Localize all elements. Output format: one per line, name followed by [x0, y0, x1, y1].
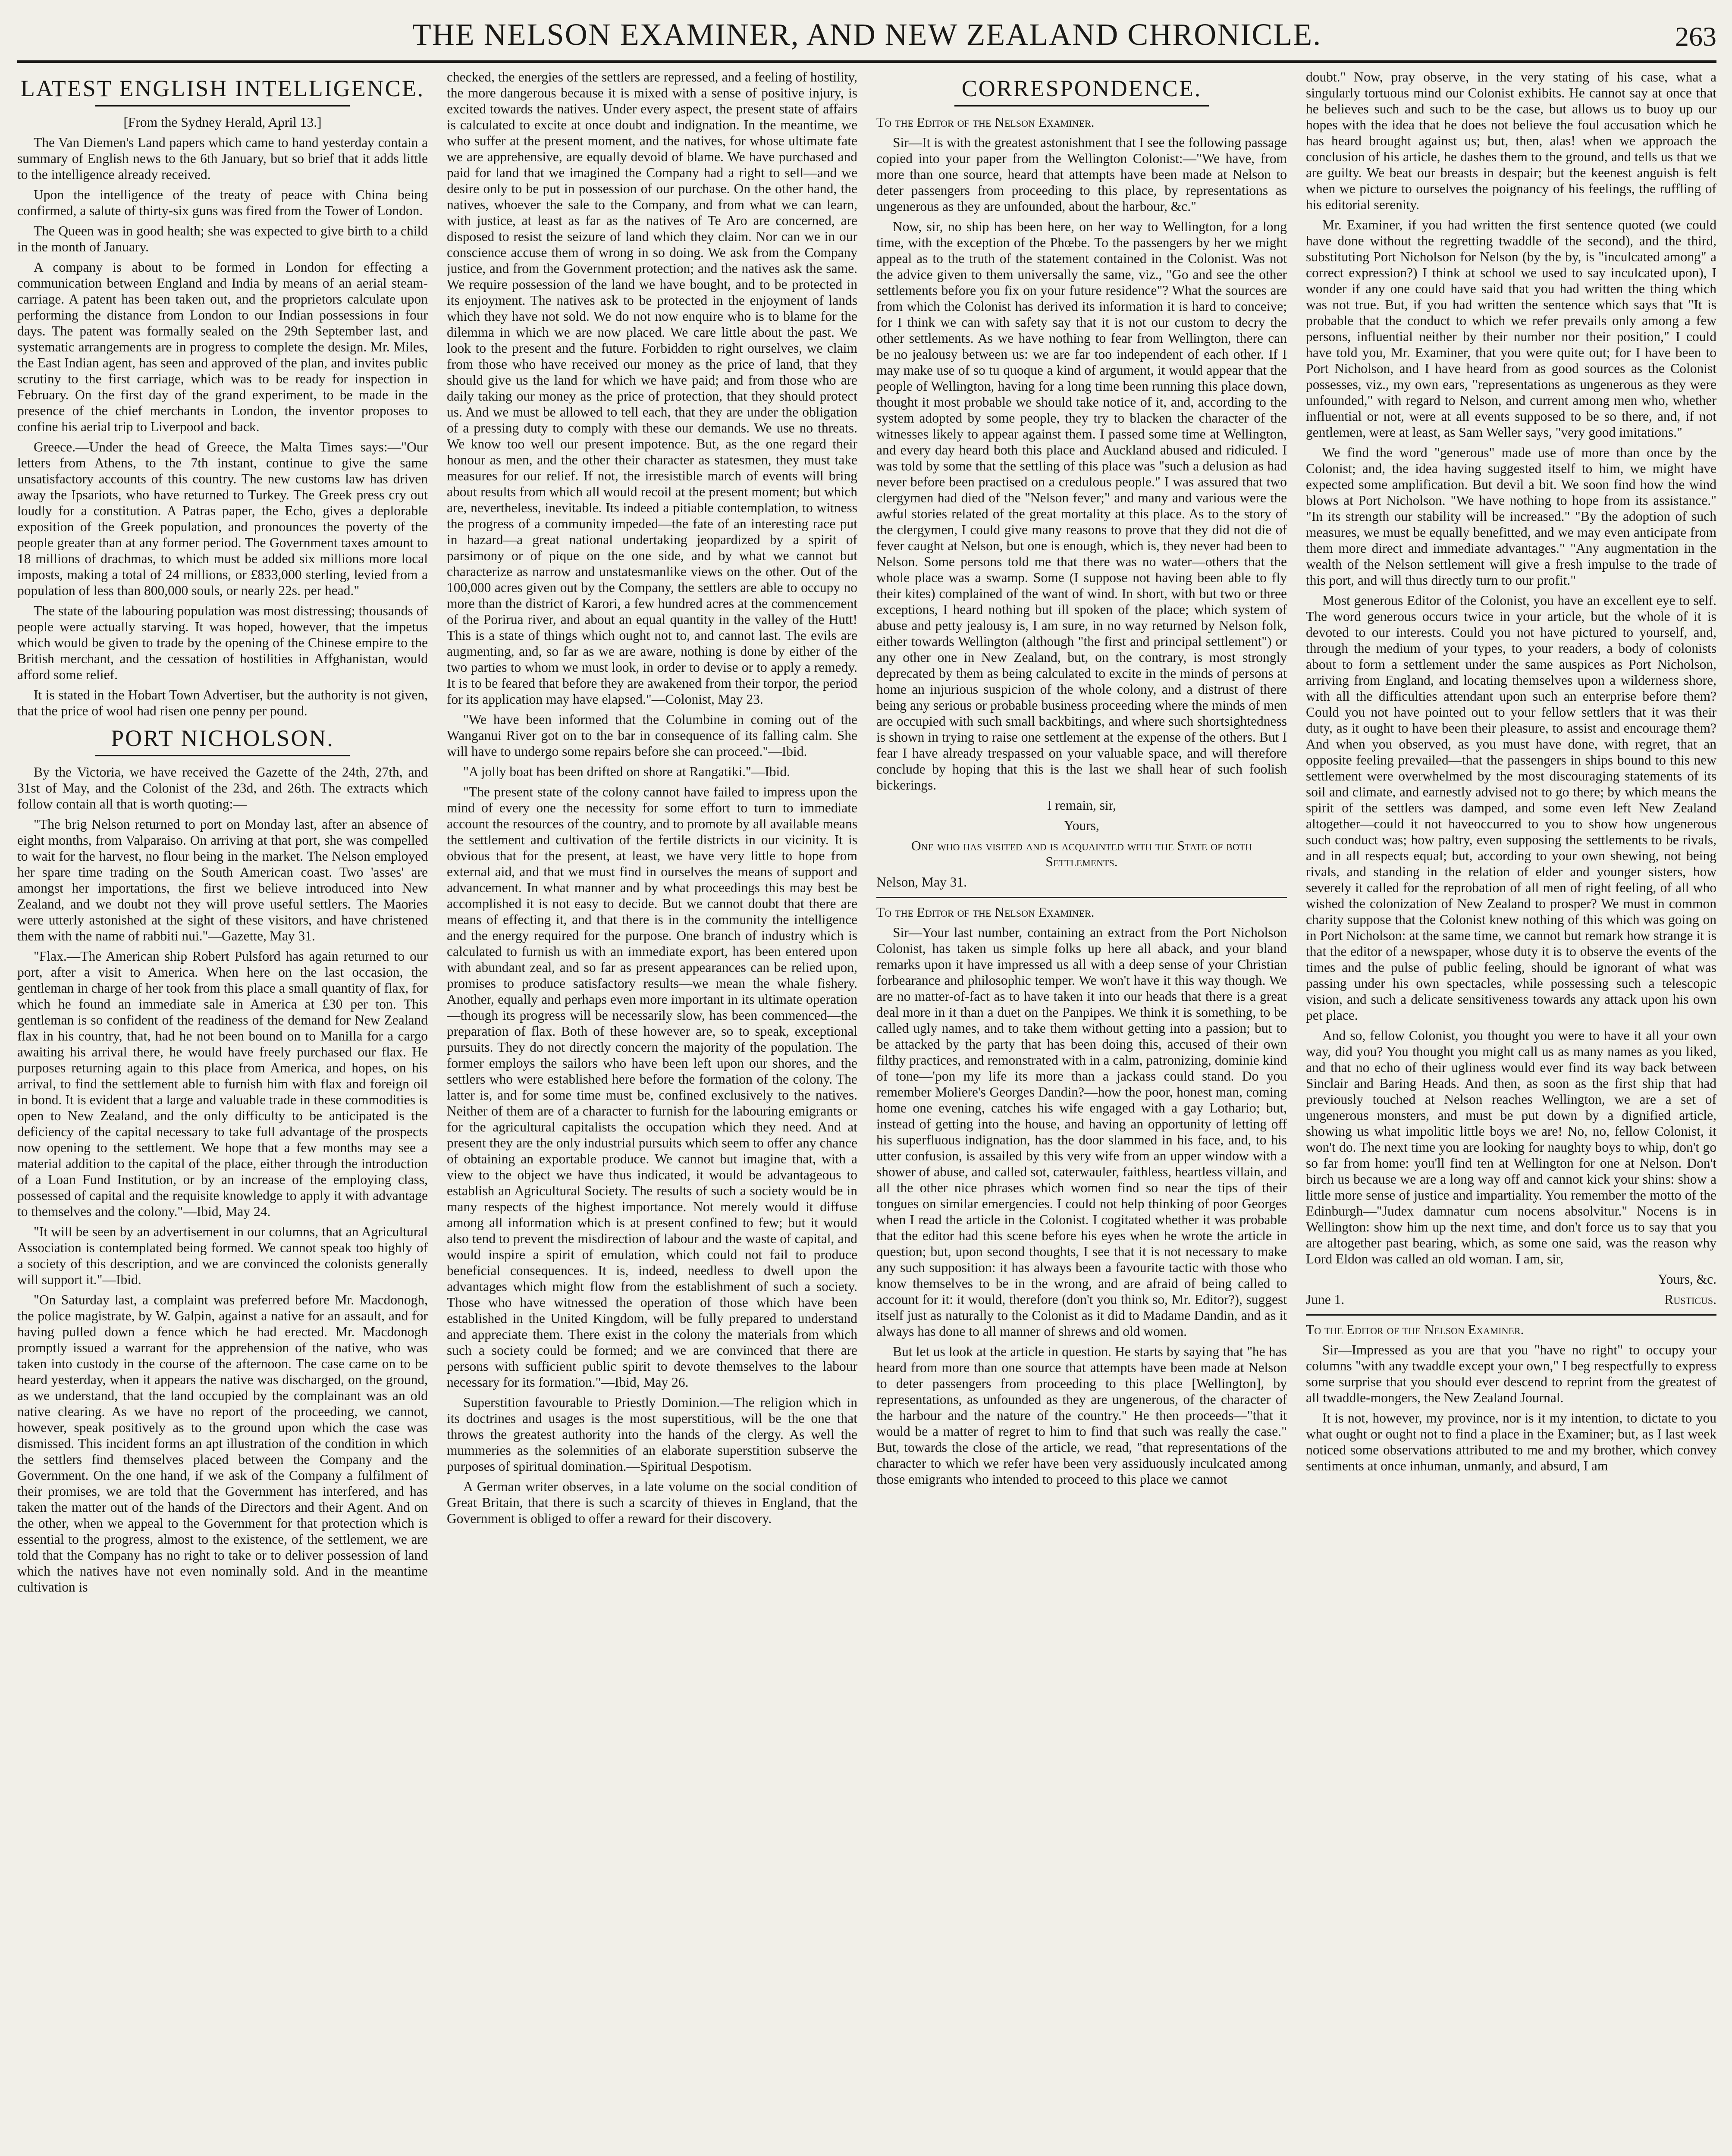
paragraph: "The brig Nelson returned to port on Monday last, after an absence of eight months, from Valparaiso. On arriving at that port, she was compelled to wait for the harvest, no flour being in the market. The Nelson employed her spare time trading on the South American coast. Two 'asses' are amongst her importations, the first we believe introduced into New Zealand, and we doubt not they will prove useful settlers. The Maories were utterly astonished at the sight of these visitors, and have christened them with the name of rabbiti nui."—Gazette, May 31. — [17, 817, 428, 943]
heading-rule — [95, 755, 350, 756]
paragraph: It is not, however, my province, nor is it my intention, to dictate to you what ought or ought not to find a place in the Examiner; but, as I last week noticed some observations attributed to me and my brother, which convey sentiments at once inhuman, unmanly, and absurd, I am — [1306, 1410, 1716, 1473]
letter-separator — [876, 897, 1287, 898]
paragraph: "Flax.—The American ship Robert Pulsford has again returned to our port, after a visit to America. When here on the last occasion, the gentleman in charge of her took from this place a small quantity of flax, for which he found an immediate sale in America at £30 per ton. This gentleman is so confident of the readiness of the demand for New Zealand flax in his country, that, had he not been bound on to Manilla for a cargo awaiting his arrival there, he would have freely purchased our flax. He purposes returning again to this place from America, and hopes, on his arrival, to find the settlement able to furnish him with flax and foreign oil in bond. It is evident that a large and valuable trade in these commodities is open to New Zealand, and the only difficulty to be anticipated is the deficiency of the capital necessary to take full advantage of the prospects now opening to the settlement. We hope that a few months may see a material addition to the capital of the place, either through the introduction of a Loan Fund Institution, or by an increase of the employing class, possessed of capital and the requisite knowledge to apply it with advantage to themselves and the colony."—Ibid, May 24. — [17, 949, 428, 1219]
column-1 — [17, 69, 428, 2156]
paragraph: A company is about to be formed in London for effecting a communication between England and India by means of an aerial steam-carriage. A patent has been taken out, and the proprietors calculate upon performing the distance from London to our Indian possessions in four days. The patent was formally sealed on the 29th September last, and systematic arrangements are in progress to complete the design. Mr. Miles, the East Indian agent, has seen and approved of the plan, and invites public scrutiny to the first carriage, which was to be ready for inspection in February. On the first day of the grand experiment, to be made in the presence of the chief merchants in London, the inventor proposes to confine his aerial trip to Liverpool and back. — [17, 260, 428, 434]
paragraph: But let us look at the article in question. He starts by saying that "he has heard from more than one source that attempts have been made at Nelson to deter passengers from proceeding to this place [Wellington], by representations, as unfounded as they are ungenerous, of the character of the harbour and the nature of the country." He then proceeds—"that it would be a matter of regret to him to find that such was really the case." But, towards the close of the article, we read, "that representations of the character to which we refer have been very assiduously inculcated among those emigrants who intended to proceed to this place we cannot — [876, 1344, 1287, 1487]
page-title: THE NELSON EXAMINER, AND NEW ZEALAND CHRONICLE. — [412, 17, 1322, 52]
paragraph: "It will be seen by an advertisement in our columns, that an Agricultural Association is contemplated being formed. We cannot speak too highly of a society of this description, and we are convinced the colonists generally will support it."—Ibid. — [17, 1224, 428, 1287]
paragraph: The Queen was in good health; she was expected to give birth to a child in the month of January. — [17, 223, 428, 254]
letter-signature: Rusticus. — [1664, 1292, 1716, 1307]
paragraph: And so, fellow Colonist, you thought you were to have it all your own way, did you? You thought you might call us as many names as you liked, and that no echo of their ugliness would ever find its way back between Sinclair and Baring Heads. And then, as soon as the first ship that had previously touched at Nelson reaches Wellington, we are a set of ungenerous monsters, and must be put down by a dignified article, showing us what impolitic little boys we are! No, no, fellow Colonist, it won't do. The next time you are looking for naughty boys to whip, don't go so far from home: you'll find ten at Wellington for one at Nelson. Don't birch us because we are a long way off and cannot kick your shins: show a little more sense of justice and impartiality. You remember the motto of the Edinburgh—"Judex damnatur cum nocens absolvitur." Nocens is in Wellington: show him up the next time, and don't force us to say that you are altogether past bearing, which, as some one said, was the reason why Lord Eldon was called an old woman. I am, sir, — [1306, 1028, 1716, 1266]
paragraph: Sir—Impressed as you are that you "have no right" to occupy your columns "with any twaddle except your own," I beg respectfully to express some surprise that you should ever descend to reprint from the greatest of all twaddle-mongers, the New Zealand Journal. — [1306, 1342, 1716, 1405]
paragraph: "The present state of the colony cannot have failed to impress upon the mind of every one the necessity for some effort to turn to immediate account the resources of the country, and to promote by all available means the settlement and cultivation of the fertile districts in our vicinity. It is obvious that for the present, at least, we have very little to hope from external aid, and that we must find in ourselves the means of support and advancement. In what manner and by what proceedings this may best be accomplished it is not easy to decide. But we cannot doubt that there are means of effecting it, and that there is in the community the intelligence and the energy required for the purpose. One branch of industry which is calculated to furnish us with an immediate export, has been entered upon with abundant zeal, and so far as present appearances can be relied upon, promises to produce satisfactory results—we mean the whale fishery. Another, equally and perhaps even more important in its ultimate operation—though its progress will be necessarily slow, has been commenced—the preparation of flax. Both of these however are, so to speak, exceptional pursuits. They do not directly concern the majority of the population. The former employs the sailors who have been left upon our shores, and the settlers who were established here before the formation of the colony. The latter is, and for some time must be, confined exclusively to the natives. Neither of them are of a character to furnish for the labouring emigrants or for the agricultural capitalists the occupation which they need. And at present they are the only industrial pursuits which seem to offer any chance of obtaining an exportable produce. We cannot but imagine that, with a view to the object we have thus indicated, it would be advantageous to establish an Agricultural Society. The results of such a society would be in many respects of the highest importance. Not merely would it diffuse among all information which is at present confined to few; but it would also tend to prevent the misdirection of labour and the waste of capital, and would inspire a spirit of emulation, which could not fail to produce beneficial consequences. It is, indeed, needless to dwell upon the advantages which might flow from the establishment of such a society. Those who have witnessed the operation of those which have been established in the United Kingdom, will be fully prepared to understand and appreciate them. There exist in the colony the materials from which such a society could be formed; and we are convinced that there are persons with sufficient public spirit to devote themselves to the labour necessary for its formation."—Ibid, May 26. — [447, 784, 857, 1390]
page-number: 263 — [1675, 21, 1716, 52]
letter-signature: One who has visited and is acquainted with the State of both Settlements. — [911, 838, 1252, 869]
letter-date: June 1. — [1306, 1292, 1345, 1307]
letter-closing: Yours, — [1064, 818, 1099, 833]
paragraph: doubt." Now, pray observe, in the very stating of his case, what a singularly tortuous mind our Colonist exhibits. He cannot say at once that he believes such and such to be the case, but allows us to buoy up our hopes with the idea that he does not believe the foul accusation which he has heard brought against us; but, then, alas! when we approach the conclusion of his article, he dashes them to the ground, and tells us that we are guilty. We beat our breasts in despair; but the keenest anguish is felt when we picture to ourselves the poignancy of his feelings, the ruffling of his editorial serenity. — [1306, 69, 1716, 212]
article-columns — [17, 69, 1716, 2156]
heading-latest-english-intelligence: LATEST ENGLISH INTELLIGENCE. — [20, 75, 425, 101]
paragraph: It is stated in the Hobart Town Advertiser, but the authority is not given, that the price of wool had risen one penny per pound. — [17, 687, 428, 718]
letter-closing: I remain, sir, — [1047, 798, 1116, 813]
paragraph: Mr. Examiner, if you had written the first sentence quoted (we could have done without the regretting twaddle of the second), and the third, substituting Port Nicholson for Nelson (by the by, is "inculcated among" a correct expression?) I think at school we used to say inculcated upon), I wonder if any one could have said that you had written the thing which was not true. But, if you had written the sentence which says that "It is probable that the conduct to which we refer prevails only among a few persons, influential neither by their number nor their position," I could have told you, Mr. Examiner, that you were quite out; for I have been to Port Nicholson, and I have heard from as good sources as the Colonist possesses, viz., my own ears, "representations as ungenerous as they were unfounded," with regard to Nelson, and current among men who, whether influential or not, were at all events supposed to be so there, and, if not gentlemen, were at least, as Sam Weller says, "very good imitations." — [1306, 217, 1716, 440]
letter-addressee: To the Editor of the Nelson Examiner. — [876, 115, 1095, 130]
paragraph: "A jolly boat has been drifted on shore at Rangatiki."—Ibid. — [463, 764, 790, 779]
heading-port-nicholson: PORT NICHOLSON. — [111, 725, 334, 751]
paragraph: Superstition favourable to Priestly Dominion.—The religion which in its doctrines and usages is the most superstitious, will be the one that throws the greatest authority into the hands of the clergy. As well the mummeries as the solemnities of an elaborate superstition subserve the purposes of spiritual domination.—Spiritual Despotism. — [447, 1395, 857, 1474]
column-4 — [1306, 69, 1716, 2156]
source-line: [From the Sydney Herald, April 13.] — [123, 115, 322, 130]
paragraph: The state of the labouring population was most distressing; thousands of people were actually starving. It was hoped, however, that the impetus which would be given to trade by the opening of the Chinese empire to the British merchant, and the cessation of hostilities in Affghanistan, would afford some relief. — [17, 603, 428, 682]
masthead — [17, 9, 1716, 63]
heading-rule — [95, 105, 350, 107]
paragraph: Greece.—Under the head of Greece, the Malta Times says:—"Our letters from Athens, to the 7th instant, continue to give the same unsatisfactory accounts of this country. The new customs law has driven away the Ipsariots, who have returned to Turkey. The Greek press cry out loudly for a constitution. A Patras paper, the Echo, gives a deplorable exposition of the Greek population, and pronounces the poverty of the people greater than at any former period. The Government taxes amount to 18 millions of drachmas, to which must be added six millions more local imposts, making a total of 24 millions, or £833,000 sterling, levied from a population of less than 800,000 souls, or nearly 22s. per head." — [17, 439, 428, 598]
letter-signature-line — [1306, 1291, 1716, 1307]
paragraph: "On Saturday last, a complaint was preferred before Mr. Macdonogh, the police magistrate, by W. Galpin, against a native for an assault, and for having pulled down a fence which he had erected. Mr. Macdonogh promptly issued a warrant for the apprehension of the native, who was taken into custody in the course of the afternoon. The case came on to be heard yesterday, when it appears the native was discharged, on the ground, as we understand, that the land occupied by the complainant was an old native clearing. As we have no report of the proceeding, we cannot, however, speak positively as to the ground upon which the case was dismissed. This incident forms an apt illustration of the condition in which the settlers find themselves placed between the Company and the Government. On the one hand, if we ask of the Company a fulfilment of their promises, we are told that the Government has interfered, and has taken the matter out of the hands of the Directors and their Agent. And on the other, when we appeal to the Government for that protection which is essential to the progress, almost to the existence, of the settlement, we are told that the Company has no right to take or to deliver possession of land which the natives have not even nominally sold. And in the meantime cultivation is — [17, 1292, 428, 1595]
letter-dateline: Nelson, May 31. — [876, 874, 967, 890]
letter-closing: Yours, &c. — [1658, 1272, 1716, 1287]
paragraph: checked, the energies of the settlers are repressed, and a feeling of hostility, the more dangerous because it is mixed with a sense of positive injury, is excited towards the natives. Under every aspect, the present state of affairs is calculated to excite at once doubt and indignation. In the meantime, we who suffer at the present moment, and the natives, for whose ultimate fate we are apprehensive, are equally devoid of blame. We have purchased and paid for land that we imagined the Company had a right to sell—and we desire only to be put in possession of our purchase. On the other hand, the natives, whoever the sale to the Company, and from what we can learn, with justice, at least as far as the natives of Te Aro are concerned, are disposed to resist the seizure of land which they claim. Nor can we in our conscience accuse them of wrong in so doing. We ask from the Company justice, and from the Government protection; and the natives ask the same. We require possession of the land we have bought, and to be protected in its enjoyment. The natives ask to be protected in the enjoyment of lands which they have not sold. We do not now enquire who is to blame for the dilemma in which we are now placed. We care little about the past. We look to the present and the future. Forbidden to right ourselves, we claim from those who have received our money as the price of land, that they should give us the land for which we have paid; and from those who are daily taking our money as the price of protection, that they should protect us. And we must be allowed to tell each, that they are under the obligation of a pressing duty to comply with these our demands. We use no threats. We know too well our present impotence. But, as the one regard their honour as men, and the other their character as statesmen, they must take measures for our relief. If not, the irresistible march of events will bring about results from which all would recoil at the present moment; but which are, nevertheless, inevitable. Its indeed a pitiable contemplation, to witness the progress of a community impeded—the fate of an interesting race put in hazard—a great national undertaking jeopardized by a spirit of parsimony or of pique on the one side, and by what we cannot but characterize as narrow and unstatesmanlike views on the other. Out of the 100,000 acres given out by the Company, the settlers are able to occupy no more than the district of Karori, a few hundred acres at the commencement of the Porirua river, and about an equal quantity in the valley of the Hutt! This is a state of things which ought not to, and cannot last. The evils are augmenting, and, so far as we are aware, nothing is done by either of the two parties to whom we must look, in order to devise or to apply a remedy. It is to be feared that before they are awakened from their torpor, the period for its application may have elapsed."—Colonist, May 23. — [447, 69, 857, 707]
paragraph: Sir—It is with the greatest astonishment that I see the following passage copied into your paper from the Wellington Colonist:—"We have, from more than one source, heard that attempts have been made at Nelson to deter passengers from proceeding to this place, by representations as ungenerous as they are unfounded, about the harbour, &c." — [876, 135, 1287, 214]
paragraph: A German writer observes, in a late volume on the social condition of Great Britain, that there is such a scarcity of thieves in England, that the Government is obliged to offer a reward for their discovery. — [447, 1479, 857, 1526]
paragraph: Now, sir, no ship has been here, on her way to Wellington, for a long time, with the exception of the Phœbe. To the passengers by her we might appeal as to the truth of the statement contained in the Colonist. Was not the advice given to them universally the same, viz., "Go and see the other settlements before you fix on your future residence"? What the sources are from which the Colonist has derived its information it is hard to conceive; for I think we can with safety say that it is not our custom to decry the other settlements. As we have nothing to fear from Wellington, there can be no jealousy between us: we are far too independent of each other. If I may make use of so tu quoque a kind of argument, it would appear that the people of Wellington, having for a long time been running this place down, thought it most probable we should take notice of it, and, according to the system adopted by some people, they try to blacken the character of the witnesses likely to appear against them. I passed some time at Wellington, and every day heard both this place and Auckland abused and ridiculed. I was told by some that the settling of this place was "such a delusion as had never before been practised on a credulous people." I was assured that two clergymen had died of the "Nelson fever;" and many and various were the awful stories related of the great mortality at this place. As to the story of the clergymen, I could give many reasons to prove that they did not die of fever caught at Nelson, but one is enough, which is, they never had been to Nelson. Some persons told me that there was no water—others that the whole place was a swamp. Some (I suppose not having been able to fly their kites) complained of the want of wind. In short, with but two or three exceptions, I heard nothing but ill spoken of the place; which system of abuse and petty jealousy is, I am sure, in no way returned by Nelson folk, either towards Wellington (although "the first and principal settlement") or any other one in New Zealand, but, on the contrary, is most strongly deprecated by them as being calculated to excite in the minds of persons at home an injurious suspicion of the whole colony, and a distrust of there being any serious or probable business proceeding where the minds of men are occupied with such small backbitings, and where such shortsightedness is shown in trying to raise one settlement at the expense of the others. But I fear I have already trespassed on your valuable space, and will therefore conclude by hoping that this is the last we shall hear of such foolish bickerings. — [876, 219, 1287, 793]
heading-correspondence: CORRESPONDENCE. — [961, 75, 1202, 101]
paragraph: The Van Diemen's Land papers which came to hand yesterday contain a summary of English news to the 6th January, but so brief that it adds little to the intelligence already received. — [17, 135, 428, 182]
letter-addressee: To the Editor of the Nelson Examiner. — [876, 905, 1095, 920]
column-2 — [447, 69, 857, 2156]
paragraph: Sir—Your last number, containing an extract from the Port Nicholson Colonist, has taken us simple folks up here all aback, and your bland remarks upon it have impressed us all with a deep sense of your Christian forbearance and philosophic temper. We won't have it this way though. We are no matter-of-fact as to have taken it into our heads that there is a great deal more in it than a duet on the Panpipes. We think it is something, to be called ugly names, and to take them without getting into a passion; but to be attacked by the party that has been doing this, accused of their own filthy practices, and remonstrated with in a calm, patronizing, dominie kind of tone—'pon my life its more than a jackass could stand. Do you remember Moliere's Georges Dandin?—how the poor, honest man, coming home one evening, catches his wife engaged with a gay Lothario; but, instead of getting into the house, and having an opportunity of letting off his superfluous indignation, has the door slammed in his face, and, to his utter confusion, is assailed by this very wife from an upper window with a shower of abuse, and called sot, caterwauler, faithless, heartless villain, and all the other nice phrases which women find so near the tips of their tongues on similar emergencies. I could not help thinking of poor Georges when I read the article in the Colonist. I cogitated whether it was probable that the editor had this scene before his eyes when he wrote the article in question; but, upon second thoughts, I see that it is not necessary to make any such supposition: it has always been a favourite tactic with those who know themselves to be in the wrong, and are afraid of being called to account for it: it would, therefore (don't you think so, Mr. Editor?), suggest itself just as naturally to the Colonist as it did to Madame Dandin, and as it always has done to all manner of shrews and old women. — [876, 925, 1287, 1339]
paragraph: Upon the intelligence of the treaty of peace with China being confirmed, a salute of thirty-six guns was fired from the Tower of London. — [17, 187, 428, 218]
paragraph: By the Victoria, we have received the Gazette of the 24th, 27th, and 31st of May, and the Colonist of the 23d, and 26th. The extracts which follow contain all that is worth quoting:— — [17, 765, 428, 812]
heading-rule — [954, 105, 1209, 107]
paragraph: We find the word "generous" made use of more than once by the Colonist; and, the idea having suggested itself to him, we might have expected some amplification. But devil a bit. We soon find how the wind blows at Port Nicholson. "We have nothing to hope from its assistance." "In its strength our stability will be increased." "By the adoption of such measures, we must be equally benefitted, and we may even anticipate from them more direct and immediate advantages." "Any augmentation in the wealth of the Nelson settlement will give a fresh impulse to the trade of this port, and will thus directly turn to our profit." — [1306, 445, 1716, 588]
column-3 — [876, 69, 1287, 2156]
paragraph: Most generous Editor of the Colonist, you have an excellent eye to self. The word generous occurs twice in your article, but the whole of it is devoted to our interests. Could you not have pictured to yourself, and, through the medium of your types, to your readers, a body of colonists about to form a settlement under the same auspices as Port Nicholson, arriving from England, and locating themselves upon a wilderness shore, with all the difficulties attendant upon such an enterprise before them? Could you not have pointed out to your fellow settlers that it was their duty, as it ought to have been their pleasure, to assist and encourage them? And when you observed, as you must have done, with regret, that an opposite feeling prevailed—that the passengers in ships bound to this new settlement were overwhelmed by the most discouraging statements of its soil and climate, and earnestly advised not to go there; by which means the spirit of the settlers was damped, and some even left New Zealand altogether—could it not haveoccurred to you to show how ungenerous such conduct was; how paltry, even supposing the settlements to be rivals, and in all respects equal; but, according to your own shewing, not being rivals, and standing in the relation of elder and younger sisters, how severely it called for the reprobation of all men of right feeling, of all who wished the colonization of New Zealand to prosper? We must in common charity suppose that the Colonist knew nothing of this which was going on in Port Nicholson: at the same time, we cannot but remark how strange it is that the editor of a newspaper, whose duty it is to observe the events of the times and the pulse of public feeling, should be ignorant of what was passing under his own spectacles, while possessing such a telescopic vision, and such a delicate sensitiveness towards any attack upon his own pet place. — [1306, 593, 1716, 1023]
letter-addressee: To the Editor of the Nelson Examiner. — [1306, 1322, 1524, 1337]
paragraph: "We have been informed that the Columbine in coming out of the Wanganui River got on to the bar in consequence of its falling calm. She will have to undergo some repairs before she can proceed."—Ibid. — [447, 712, 857, 759]
letter-separator — [1306, 1314, 1716, 1316]
